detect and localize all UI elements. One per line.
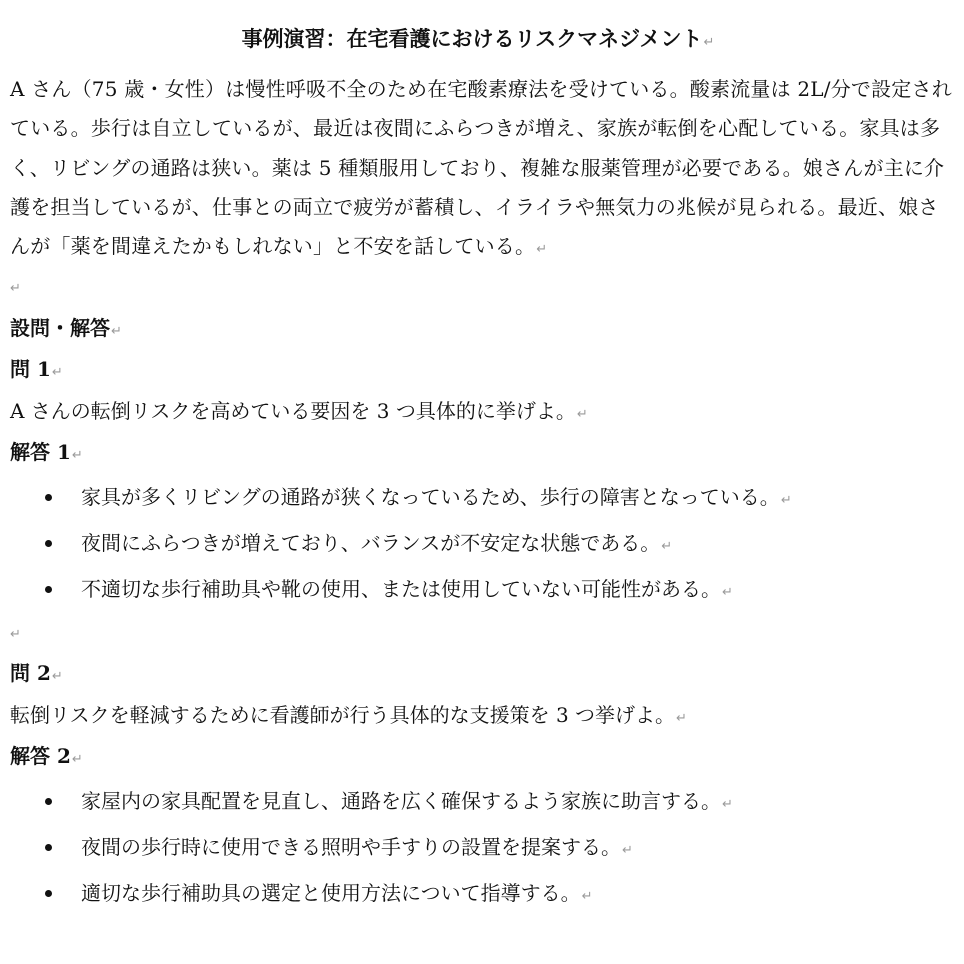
question-1-label [10,349,946,391]
empty-paragraph [10,266,946,308]
case-line: A さん（75 歳・女性）は慢性呼吸不全のため在宅酸素療法を受けている。酸素流量は 2L/分で設定され [10,77,952,101]
paragraph-mark-icon: ↵ [676,710,687,726]
paragraph-mark-icon: ↵ [722,796,733,812]
list-item-text: 適切な歩行補助具の選定と使用方法について指導する。 [81,880,581,905]
list-item-text: 家具が多くリビングの通路が狭くなっているため、歩行の障害となっている。 [81,484,780,509]
case-paragraph [10,70,952,266]
paragraph-mark-icon: ↵ [10,626,21,642]
paragraph-mark-icon: ↵ [51,365,63,381]
document-title [10,18,946,64]
list-item-text: 不適切な歩行補助具や靴の使用、または使用していない可能性がある。 [81,576,721,601]
paragraph-mark-icon: ↵ [661,538,673,554]
section-heading [10,308,946,350]
bullet-icon [45,494,52,501]
paragraph-mark-icon: ↵ [111,323,122,339]
paragraph-mark-icon: ↵ [71,752,83,768]
bullet-icon [45,844,52,851]
list-item-text: 夜間にふらつきが増えており、バランスが不安定な状態である。 [81,530,661,555]
section-heading-text: 設問・解答 [10,315,110,340]
question-1-body: A さんの転倒リスクを高めている要因を 3 つ具体的に挙げよ。 [10,398,576,423]
paragraph-mark-icon: ↵ [622,842,633,858]
bullet-icon [45,798,52,805]
case-line-text: んが「薬を間違えたかもしれない」と不安を話している。 [10,234,536,259]
question-2-body: 転倒リスクを軽減するために看護師が行う具体的な支援策を 3 つ挙げよ。 [10,702,676,727]
case-line: 護を担当しているが、仕事との両立で疲労が蓄積し、イライラや無気力の兆候が見られる。最近、娘さ [10,194,939,219]
paragraph-mark-icon: ↵ [576,406,588,422]
case-line: く、リビングの通路は狭い。薬は 5 種類服用しており、複雑な服薬管理が必要である。娘さんが主に介 [10,155,945,180]
list-item [10,566,946,612]
case-line [10,227,946,266]
list-item [10,474,946,520]
paragraph-mark-icon: ↵ [780,492,792,508]
answer-1-label-text: 解答 1 [10,440,71,465]
paragraph-mark-icon: ↵ [536,242,548,258]
question-2-label-text: 問 2 [10,661,51,686]
document-title-text: 事例演習：在宅看護におけるリスクマネジメント [241,26,703,51]
list-item [10,824,946,870]
paragraph-mark-icon: ↵ [703,35,715,50]
paragraph-mark-icon: ↵ [71,448,83,464]
bullet-icon [45,586,52,593]
list-item-text: 夜間の歩行時に使用できる照明や手すりの設置を提案する。 [81,834,621,859]
empty-paragraph [10,612,946,654]
list-item-text: 家屋内の家具配置を見直し、通路を広く確保するよう家族に助言する。 [81,788,721,813]
list-item [10,778,946,824]
question-2-label [10,653,946,695]
question-2-text [10,695,946,737]
paragraph-mark-icon: ↵ [581,888,593,904]
bullet-icon [45,890,52,897]
paragraph-mark-icon: ↵ [51,669,63,685]
bullet-icon [45,540,52,547]
list-item [10,870,946,916]
question-1-text [10,391,946,433]
case-line: ている。歩行は自立しているが、最近は夜間にふらつきが増え、家族が転倒を心配している。家具は多 [10,116,941,141]
list-item [10,520,946,566]
question-1-label-text: 問 1 [10,357,51,382]
paragraph-mark-icon: ↵ [722,584,733,600]
answer-1-label [10,432,946,474]
answer-2-label-text: 解答 2 [10,744,71,769]
answer-2-label [10,736,946,778]
paragraph-mark-icon: ↵ [10,281,21,297]
answer-1-list [10,474,946,612]
answer-2-list [10,778,946,916]
